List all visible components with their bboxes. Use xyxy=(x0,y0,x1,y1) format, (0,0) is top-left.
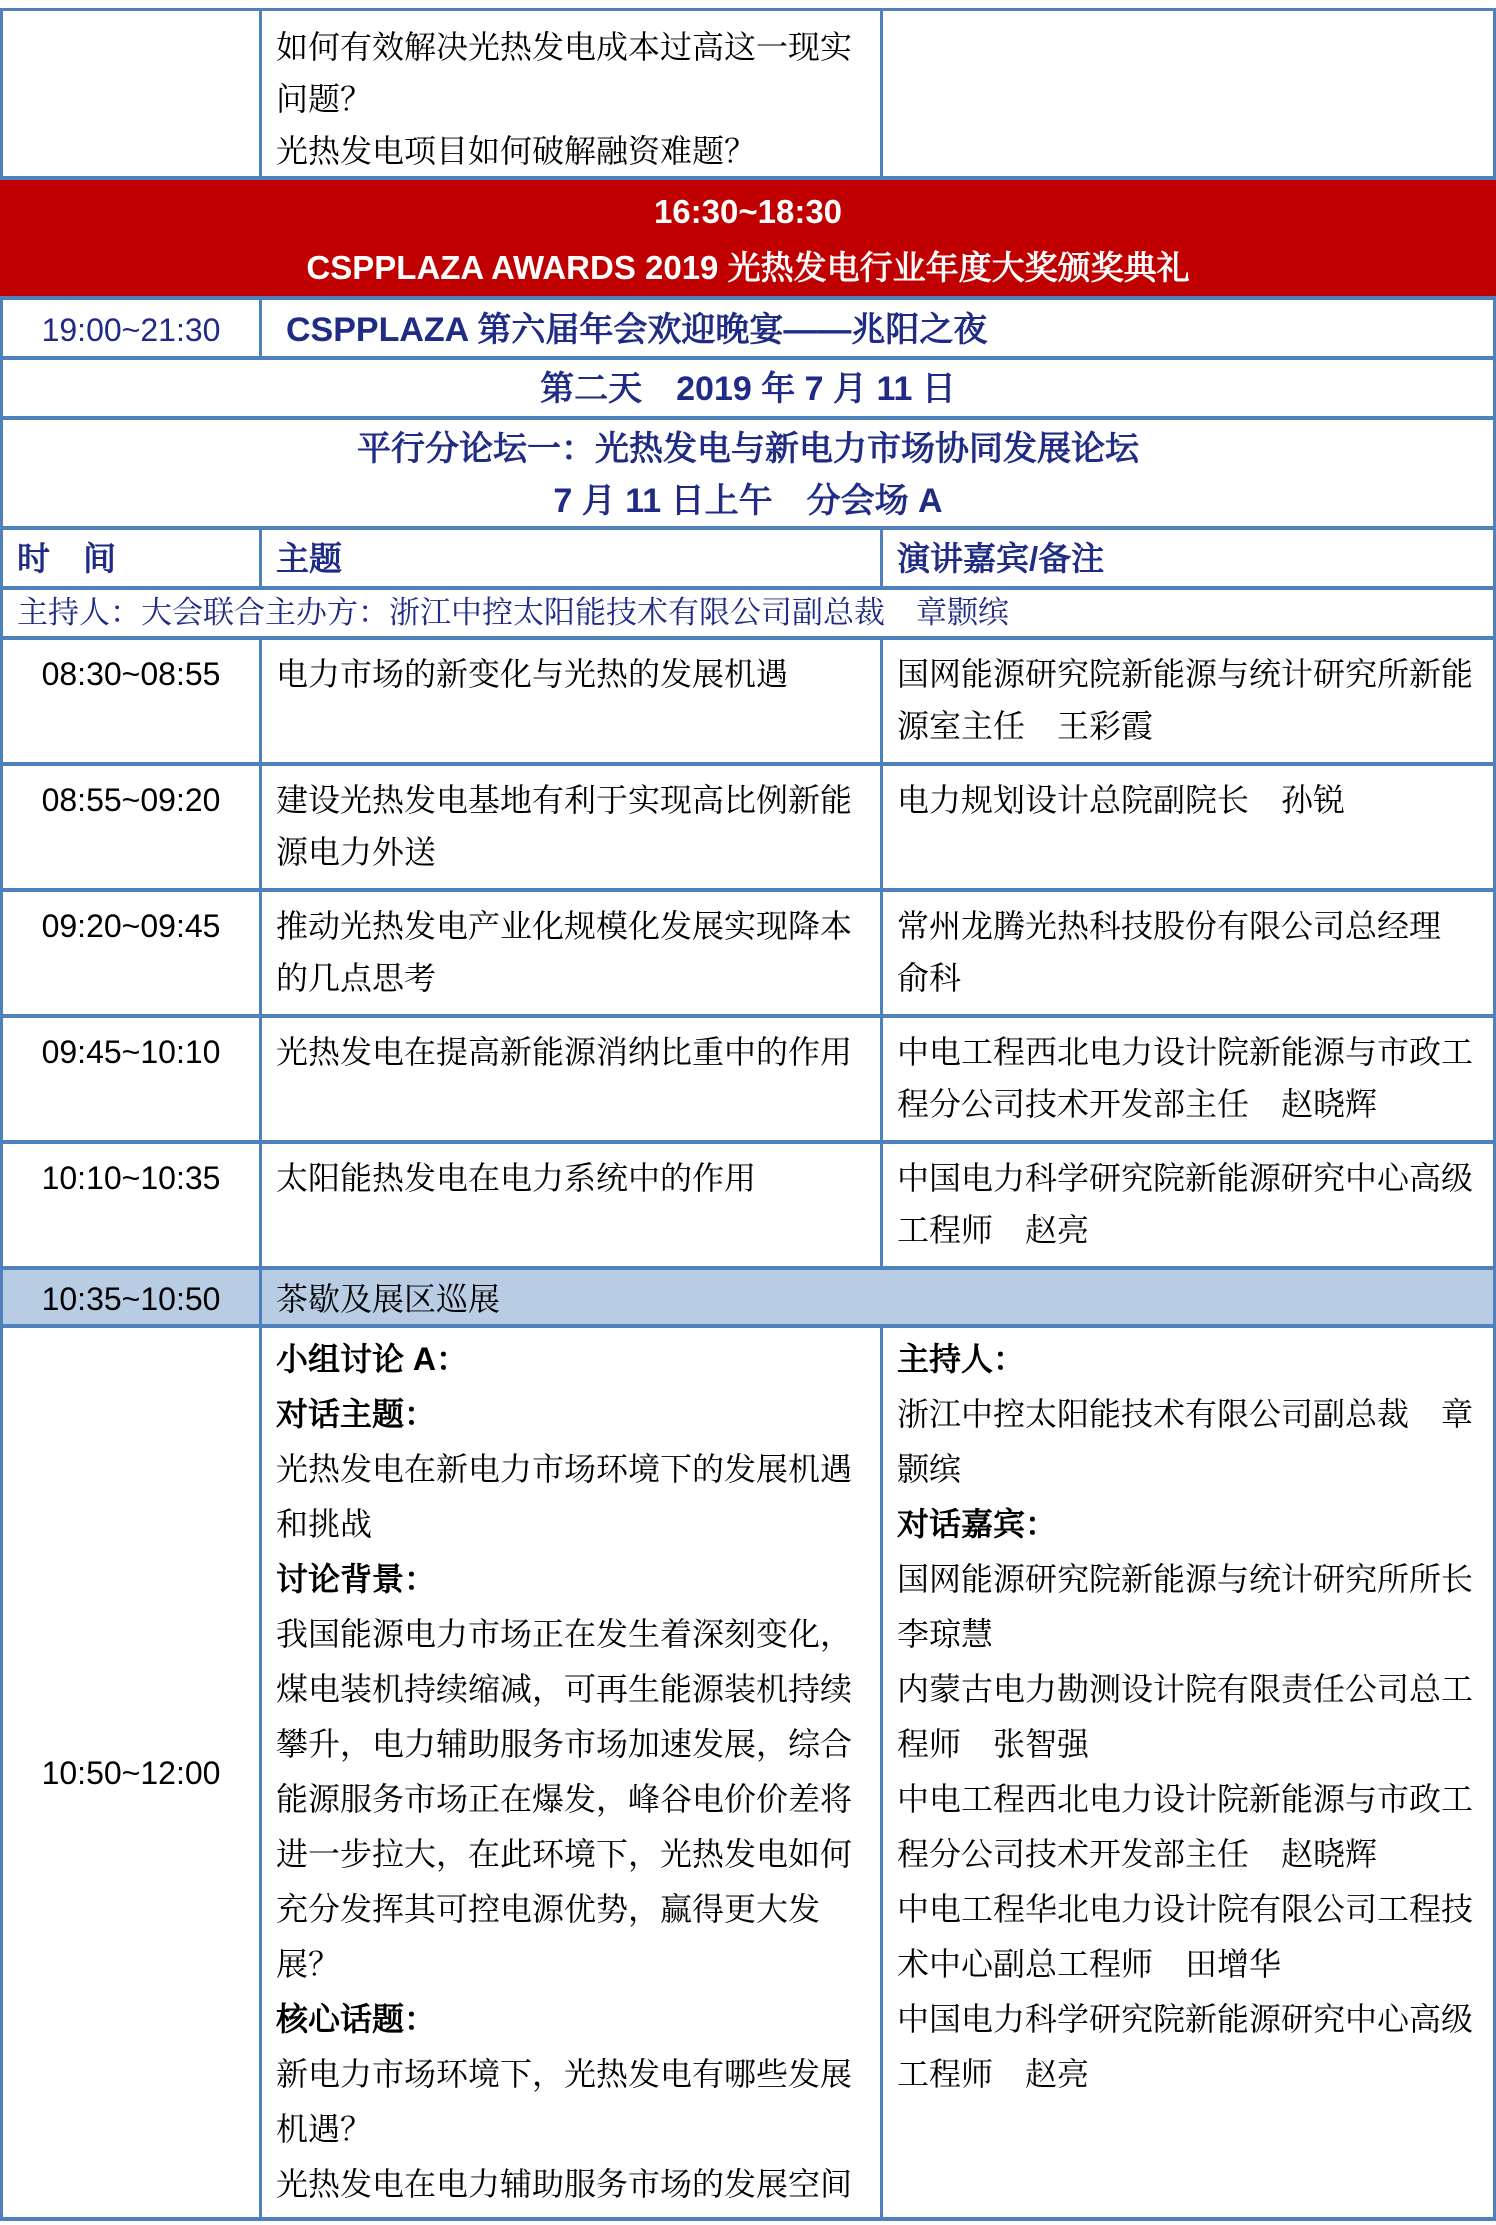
session-topic: 电力市场的新变化与光热的发展机遇 xyxy=(259,640,880,762)
panel-topic-line: 对话主题： xyxy=(276,1396,437,1432)
session-time: 08:55~09:20 xyxy=(41,782,221,818)
banquet-time: 19:00~21:30 xyxy=(41,312,221,348)
session-speaker: 中电工程西北电力设计院新能源与市政工程分公司技术开发部主任 赵晓辉 xyxy=(880,1018,1493,1140)
row-banquet xyxy=(0,300,1496,360)
banquet-title: CSPPLAZA 第六届年会欢迎晚宴——兆阳之夜 xyxy=(259,300,1493,356)
session-topic: 推动光热发电产业化规模化发展实现降本的几点思考 xyxy=(259,892,880,1014)
row-day2-header xyxy=(0,360,1496,420)
session-row xyxy=(0,766,1496,892)
carryover-speaker-cell xyxy=(880,11,1493,176)
panel-speaker-cell xyxy=(880,1328,1493,2217)
panel-topic-line: 光热发电在新电力市场环境下的发展机遇和挑战 xyxy=(276,1451,853,1542)
carryover-time-cell xyxy=(3,11,259,176)
carryover-topic-line: 如何有效解决光热发电成本过高这一现实问题？ xyxy=(276,29,853,117)
panel-speaker-line: 内蒙古电力勘测设计院有限责任公司总工程师 张智强 xyxy=(897,1671,1474,1762)
panel-topic-line: 新电力市场环境下，光热发电有哪些发展机遇？ xyxy=(276,2056,853,2147)
panel-time: 10:50~12:00 xyxy=(41,1754,221,1791)
panel-topic-line: 讨论背景： xyxy=(276,1561,437,1597)
awards-banner-title: CSPPLAZA AWARDS 2019 光热发电行业年度大奖颁奖典礼 xyxy=(306,249,1190,286)
session-time: 09:45~10:10 xyxy=(41,1034,221,1070)
row-table-header xyxy=(0,530,1496,590)
panel-speaker-line: 国网能源研究院新能源与统计研究所所长 李琼慧 xyxy=(897,1561,1474,1652)
row-forum-header xyxy=(0,420,1496,530)
panel-speaker-line: 浙江中控太阳能技术有限公司副总裁 章颢缤 xyxy=(897,1396,1474,1487)
forum-header-line2: 7 月 11 日上午 分会场 A xyxy=(553,482,943,520)
panel-speaker-line: 中国电力科学研究院新能源研究中心高级工程师 赵亮 xyxy=(897,2001,1474,2092)
column-header-speaker: 演讲嘉宾/备注 xyxy=(880,530,1493,586)
panel-topic-line: 我国能源电力市场正在发生着深刻变化，煤电装机持续缩减，可再生能源装机持续攀升，电力辅助服务市场加速发展，综合能源服务市场正在爆发，峰谷电价价差将进一步拉大，在此环境下，光热发电如何充分发挥其可控电源优势，赢得更大发展？ xyxy=(276,1616,853,1982)
awards-banner xyxy=(0,180,1496,300)
row-panel-discussion xyxy=(0,1328,1496,2221)
panel-speaker-line: 对话嘉宾： xyxy=(897,1506,1058,1542)
panel-speaker-line: 中电工程西北电力设计院新能源与市政工程分公司技术开发部主任 赵晓辉 xyxy=(897,1781,1474,1872)
session-row xyxy=(0,892,1496,1018)
panel-speaker-line: 主持人： xyxy=(897,1341,1026,1377)
session-row xyxy=(0,640,1496,766)
carryover-topic-line: 光热发电项目如何破解融资难题？ xyxy=(276,133,757,169)
session-row xyxy=(0,1144,1496,1270)
break-time: 10:35~10:50 xyxy=(3,1270,259,1324)
row-moderator xyxy=(0,590,1496,640)
forum-header xyxy=(3,420,1493,526)
session-speaker: 中国电力科学研究院新能源研究中心高级工程师 赵亮 xyxy=(880,1144,1493,1266)
panel-topic-line: 小组讨论 A： xyxy=(276,1341,469,1377)
day2-header-title: 第二天 2019 年 7 月 11 日 xyxy=(540,370,956,408)
agenda-table xyxy=(0,8,1496,2221)
session-speaker: 电力规划设计总院副院长 孙锐 xyxy=(880,766,1493,888)
session-time: 08:30~08:55 xyxy=(41,656,221,692)
session-topic: 建设光热发电基地有利于实现高比例新能源电力外送 xyxy=(259,766,880,888)
session-speaker: 国网能源研究院新能源与统计研究所新能源室主任 王彩霞 xyxy=(880,640,1493,762)
session-topic: 太阳能热发电在电力系统中的作用 xyxy=(259,1144,880,1266)
panel-speaker-line: 中电工程华北电力设计院有限公司工程技术中心副总工程师 田增华 xyxy=(897,1891,1474,1982)
session-topic: 光热发电在提高新能源消纳比重中的作用 xyxy=(259,1018,880,1140)
row-break xyxy=(0,1270,1496,1328)
break-label: 茶歇及展区巡展 xyxy=(259,1270,1493,1324)
session-row xyxy=(0,1018,1496,1144)
awards-banner-time: 16:30~18:30 xyxy=(653,193,843,230)
row-day1-carryover xyxy=(0,11,1496,180)
panel-topic-line: 光热发电在电力辅助服务市场的发展空间 xyxy=(276,2166,853,2202)
session-speaker: 常州龙腾光热科技股份有限公司总经理 俞科 xyxy=(880,892,1493,1014)
session-time: 10:10~10:35 xyxy=(41,1160,221,1196)
column-header-topic: 主题 xyxy=(259,530,880,586)
forum-header-line1: 平行分论坛一：光热发电与新电力市场协同发展论坛 xyxy=(357,430,1139,468)
moderator-note: 主持人：大会联合主办方：浙江中控太阳能技术有限公司副总裁 章颢缤 xyxy=(17,595,1009,630)
session-time: 09:20~09:45 xyxy=(41,908,221,944)
carryover-topic-cell xyxy=(259,11,880,176)
panel-topic-cell xyxy=(259,1328,880,2217)
column-header-time: 时 间 xyxy=(17,540,116,577)
panel-topic-line: 核心话题： xyxy=(276,2001,437,2037)
